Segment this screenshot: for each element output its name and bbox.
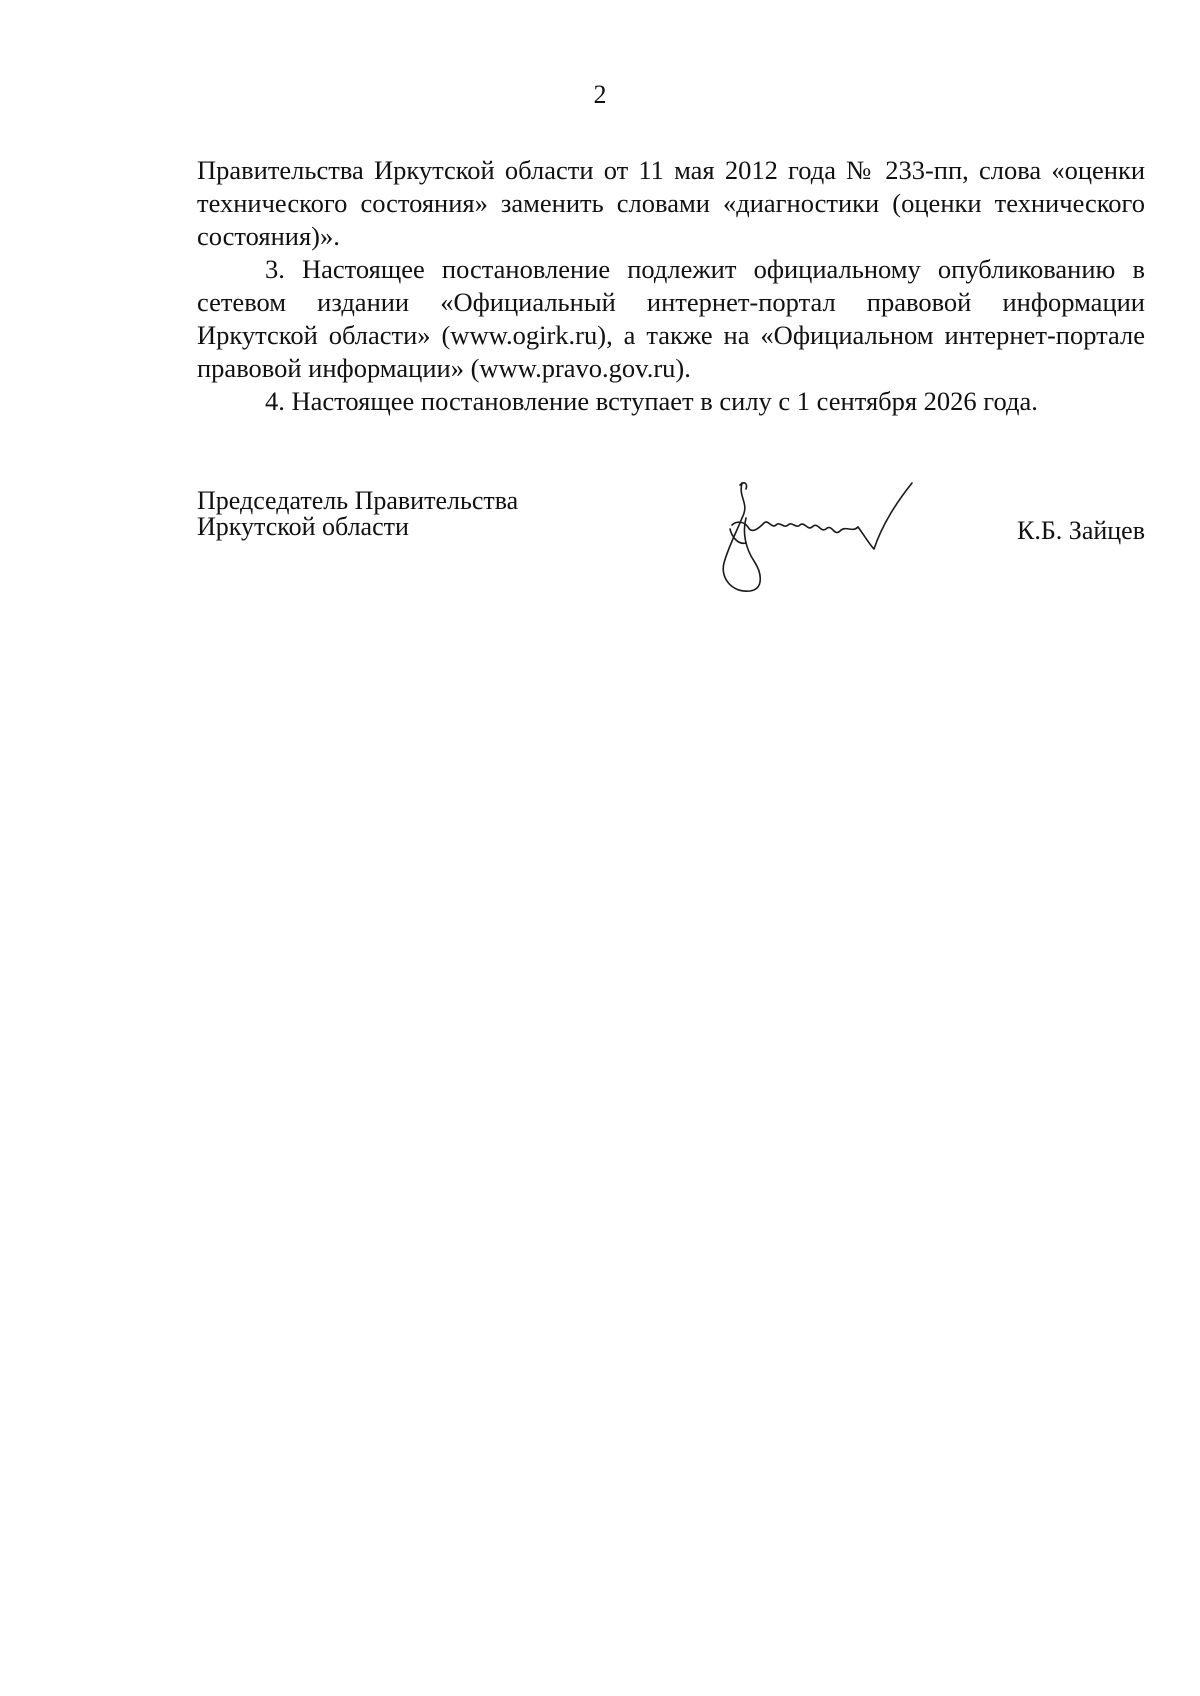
signer-title	[197, 488, 518, 540]
page-number: 2	[593, 80, 607, 109]
paragraph-3-publication: 3. Настоящее постановление подлежит официальному опубликованию в сетевом издании «Официальный интернет-портал правовой информации Иркутской области» (www.ogirk.ru), а также на «Официальном интернет-портале правовой информации» (www.pravo.gov.ru).	[197, 254, 1145, 383]
paragraph-4-effective-date: 4. Настоящее постановление вступает в силу с 1 сентября 2026 года.	[265, 386, 1038, 416]
signature-block	[197, 488, 1145, 638]
paragraph-continuation: Правительства Иркутской области от 11 мая 2012 года № 233-пп, слова «оценки технического состояния» заменить словами «диагностики (оценки технического состояния)».	[197, 155, 1145, 251]
handwritten-signature-icon	[702, 463, 952, 613]
signer-name: К.Б. Зайцев	[1017, 516, 1145, 545]
document-body	[197, 154, 1145, 418]
signer-title-line-2: Иркутской области	[197, 512, 409, 541]
signer-title-line-1: Председатель Правительства	[197, 486, 519, 515]
